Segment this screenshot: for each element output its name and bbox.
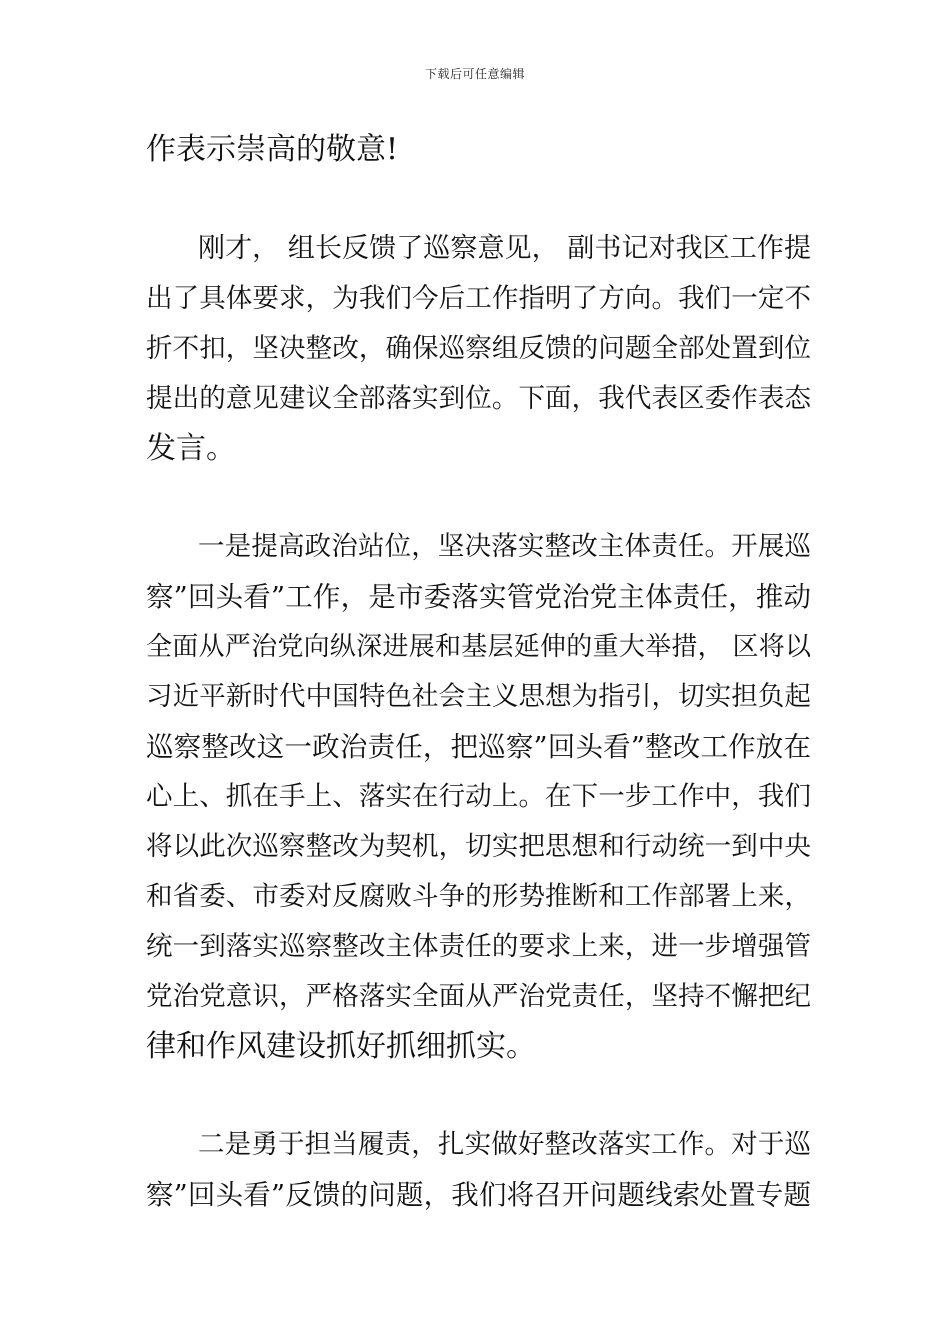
text-line: 习近平新时代中国特色社会主义思想为指引，切实担负起 [146, 681, 811, 712]
text-line: 党治党意识，严格落实全面从严治党责任，坚持不懈把纪 [146, 981, 811, 1012]
text-line: 一是提高政治站位，坚决落实整改主体责任。开展巡 [198, 531, 811, 562]
header-note: 下载后可任意编辑 [424, 67, 525, 81]
text-line: 将以此次巡察整改为契机，切实把思想和行动统一到中央 [146, 831, 811, 862]
text-line: 巡察整改这一政治责任，把巡察”回头看”整改工作放在 [146, 731, 811, 763]
text-line: 提出的意见建议全部落实到位。下面，我代表区委作表态 [146, 383, 811, 414]
text-line: 出了具体要求，为我们今后工作指明了方向。我们一定不 [146, 283, 811, 314]
text-line: 察”回头看”工作，是市委落实管党治党主体责任，推动 [146, 581, 811, 613]
text-line: 律和作风建设抓好抓细抓实。 [146, 1029, 536, 1064]
text-line: 和省委、市委对反腐败斗争的形势推断和工作部署上来， [146, 881, 811, 912]
text-line: 发言。 [146, 431, 236, 466]
text-line: 察”回头看”反馈的问题，我们将召开问题线索处置专题 [146, 1179, 811, 1211]
text-line: 统一到落实巡察整改主体责任的要求上来，进一步增强管 [146, 931, 811, 962]
text-line: 全面从严治党向纵深进展和基层延伸的重大举措， 区将以 [146, 632, 811, 662]
text-line: 二是勇于担当履责，扎实做好整改落实工作。对于巡 [198, 1129, 811, 1160]
text-line: 心上、抓在手上、落实在行动上。在下一步工作中，我们 [146, 781, 811, 812]
text-line: 作表示崇高的敬意! [146, 132, 399, 167]
text-line: 折不扣，坚决整改，确保巡察组反馈的问题全部处置到位 [146, 333, 811, 364]
text-line: 刚才， 组长反馈了巡察意见， 副书记对我区工作提 [198, 233, 811, 264]
